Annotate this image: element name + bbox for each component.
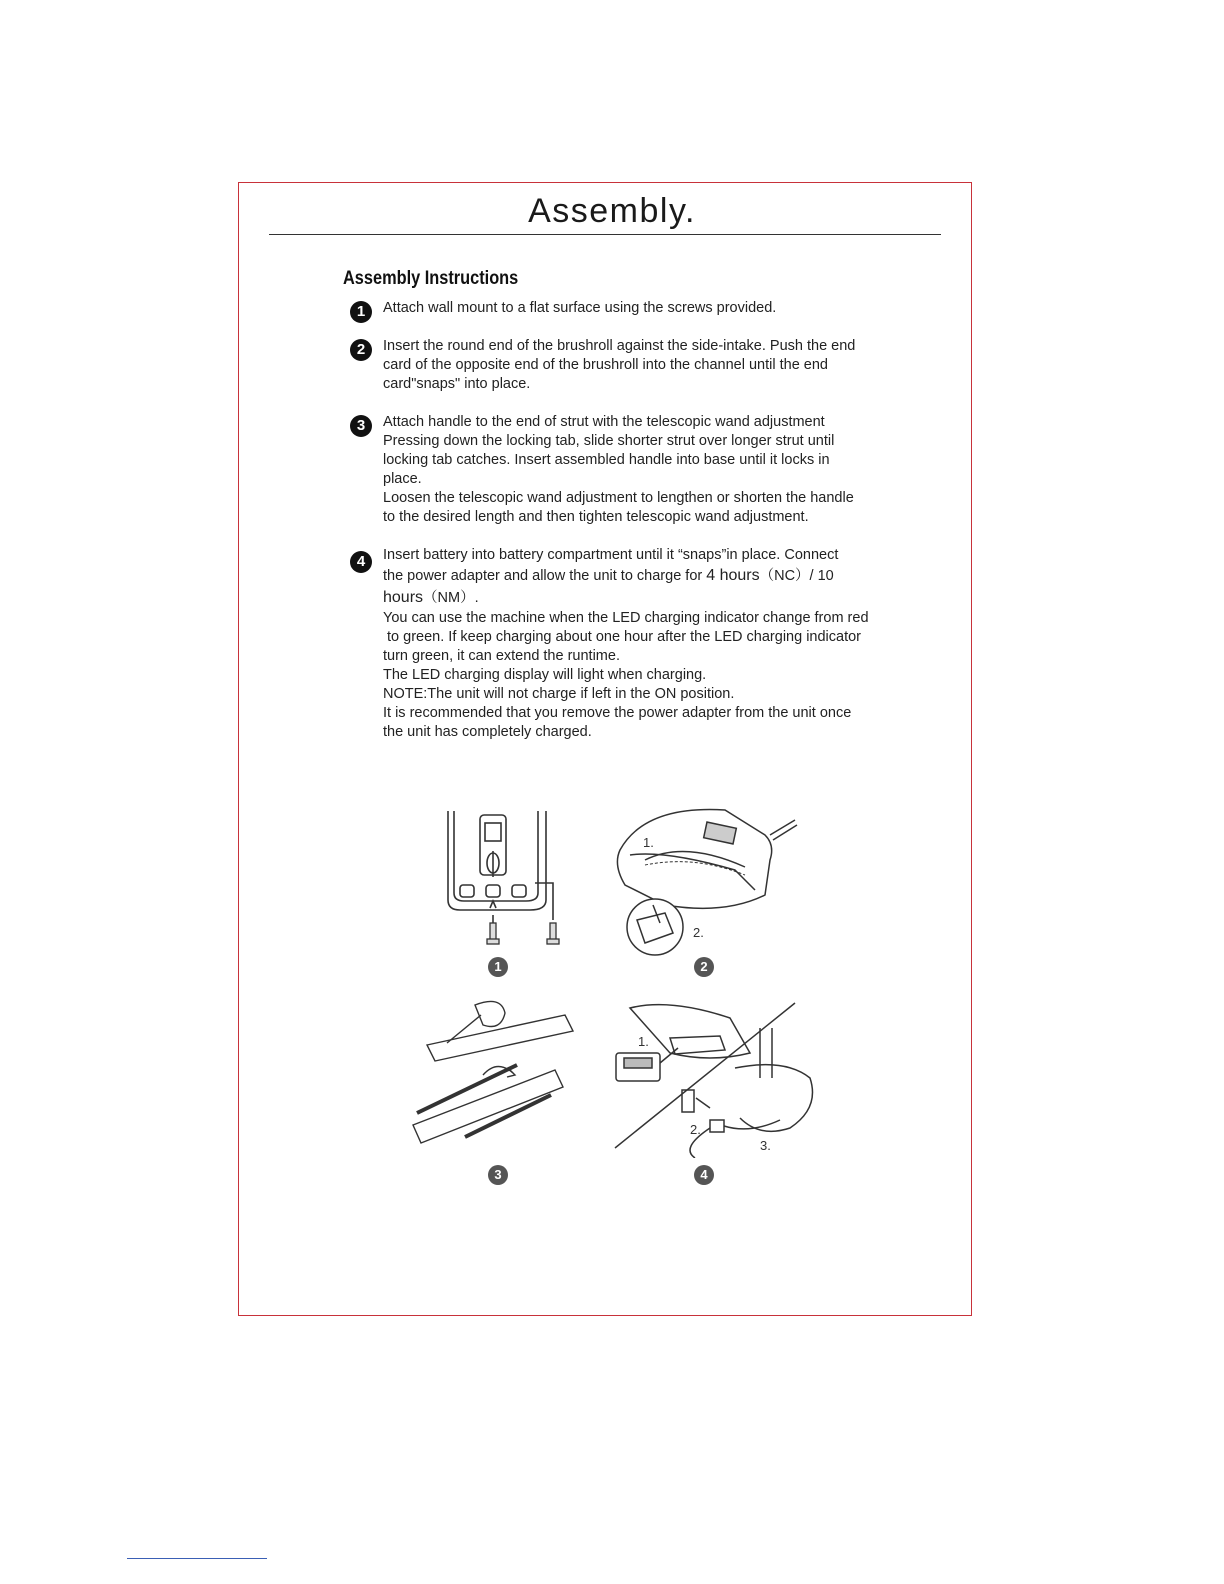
figure-brushroll	[605, 805, 805, 965]
step-line: Attach handle to the end of strut with the telescopic wand adjustment	[383, 414, 825, 430]
figure-wall-mount	[430, 805, 580, 955]
step-line: to green. If keep charging about one hour after the LED charging indicator	[383, 629, 862, 645]
step-line: card"snaps" into place.	[383, 376, 531, 392]
figure-badge: 1	[488, 957, 508, 977]
figure-handle-struts	[405, 995, 585, 1155]
step-number-badge: 4	[350, 551, 372, 573]
step-line: locking tab catches. Insert assembled handle into base until it locks in	[383, 452, 830, 468]
step-line: Insert the round end of the brushroll against the side-intake. Push the end	[383, 338, 856, 354]
step-line: place.	[383, 471, 422, 487]
step-text	[383, 546, 893, 742]
figure-callout: 1.	[643, 835, 654, 850]
step-line	[383, 565, 893, 587]
step-number-badge: 3	[350, 415, 372, 437]
charge-hours-nm: hours	[383, 589, 424, 606]
figure-battery-charger	[610, 998, 825, 1158]
charge-hours-nc: 4 hours	[706, 567, 760, 584]
footer-underline	[127, 1558, 267, 1559]
step-number-badge: 2	[350, 339, 372, 361]
step-line: It is recommended that you remove the power adapter from the unit once	[383, 705, 852, 721]
step-line: card of the opposite end of the brushroll into the channel until the end	[383, 357, 828, 373]
step-line: to the desired length and then tighten telescopic wand adjustment.	[383, 509, 809, 525]
figure-callout: 2.	[690, 1122, 701, 1137]
step-line: Pressing down the locking tab, slide shorter strut over longer strut until	[383, 433, 835, 449]
step-line: The LED charging display will light when charging.	[383, 667, 707, 683]
step-line-part: （NM）.	[423, 590, 479, 606]
step-line: the unit has completely charged.	[383, 724, 592, 740]
title-divider	[269, 234, 941, 235]
figure-badge: 3	[488, 1165, 508, 1185]
step-text	[383, 337, 893, 394]
step-line	[383, 587, 893, 609]
figure-badge: 2	[694, 957, 714, 977]
step-line: NOTE:The unit will not charge if left in the ON position.	[383, 686, 735, 702]
step-line: You can use the machine when the LED charging indicator change from red	[383, 610, 869, 626]
page-title: Assembly.	[528, 192, 696, 230]
step-line-part: the power adapter and allow the unit to charge for	[383, 568, 707, 584]
step-number-badge: 1	[350, 301, 372, 323]
step-line: Loosen the telescopic wand adjustment to lengthen or shorten the handle	[383, 490, 854, 506]
step-line: Attach wall mount to a flat surface using the screws provided.	[383, 300, 777, 316]
figure-callout: 3.	[760, 1138, 771, 1153]
step-line: Insert battery into battery compartment until it “snaps”in place. Connect	[383, 547, 839, 563]
figure-callout: 1.	[638, 1034, 649, 1049]
step-line: turn green, it can extend the runtime.	[383, 648, 620, 664]
figure-callout: 2.	[693, 925, 704, 940]
step-text	[383, 413, 893, 527]
figure-badge: 4	[694, 1165, 714, 1185]
step-text	[383, 299, 893, 318]
step-line-part: （NC）/ 10	[759, 568, 834, 584]
section-heading: Assembly Instructions	[343, 268, 519, 289]
